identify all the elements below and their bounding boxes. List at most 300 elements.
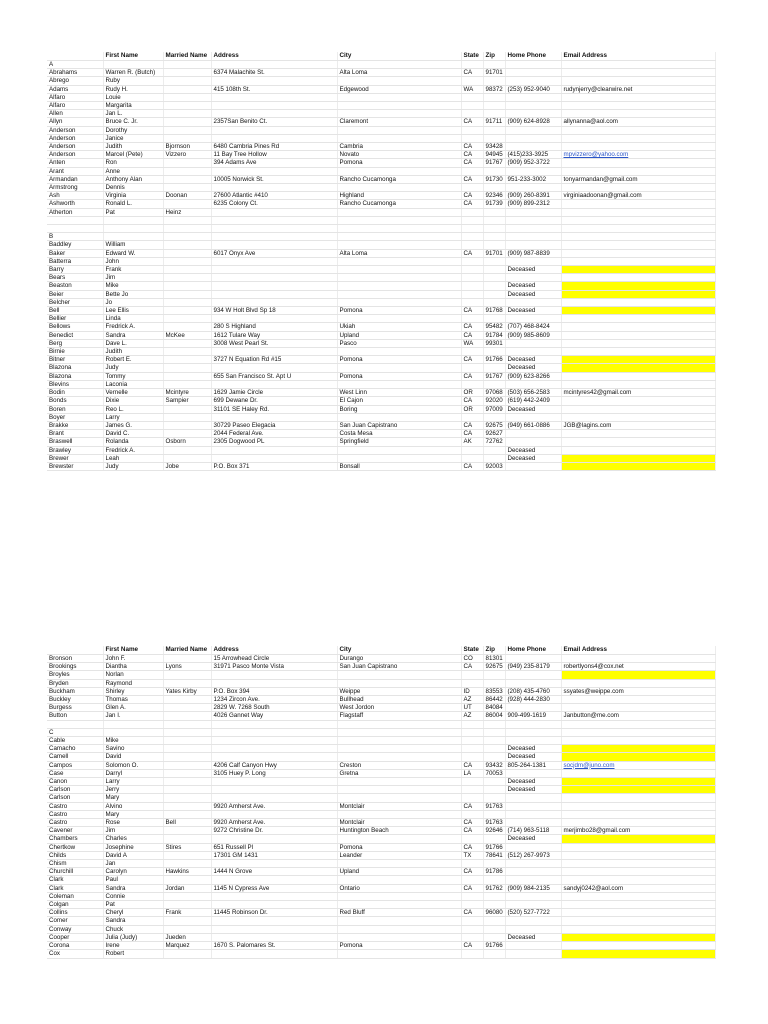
city-cell: San Juan Capistrano	[337, 663, 461, 671]
zip-cell: 81301	[483, 655, 505, 663]
home-phone-cell	[505, 184, 561, 192]
email-cell	[561, 77, 715, 85]
zip-cell	[483, 225, 505, 233]
last-name-cell: Belcher	[47, 298, 103, 306]
email-cell	[561, 462, 715, 470]
city-cell	[337, 446, 461, 454]
city-cell	[337, 274, 461, 282]
married-name-cell	[163, 745, 211, 753]
home-phone-cell: Deceased	[505, 290, 561, 298]
zip-cell: 98372	[483, 85, 505, 93]
married-name-cell	[163, 225, 211, 233]
email-cell	[561, 397, 715, 405]
married-name-cell: Marquez	[163, 942, 211, 950]
last-name-cell: Brewer	[47, 454, 103, 462]
city-cell: Pasco	[337, 339, 461, 347]
address-cell	[211, 413, 337, 421]
last-name-cell: Anderson	[47, 143, 103, 151]
married-name-cell	[163, 200, 211, 208]
roster-table-page-1	[47, 52, 716, 471]
zip-cell	[483, 167, 505, 175]
email-cell: Janbutton@me.com	[561, 712, 715, 720]
home-phone-cell: Deceased	[505, 835, 561, 843]
married-name-cell	[163, 175, 211, 183]
state-cell	[461, 810, 483, 818]
city-cell	[337, 61, 461, 69]
address-cell: 699 Dewane Dr.	[211, 397, 337, 405]
address-cell	[211, 380, 337, 388]
email-cell	[561, 208, 715, 216]
home-phone-cell: Deceased	[505, 405, 561, 413]
first-name-cell: Raymond	[103, 679, 163, 687]
table-row	[47, 835, 715, 843]
married-name-cell	[163, 786, 211, 794]
state-cell: AZ	[461, 696, 483, 704]
state-cell	[461, 950, 483, 958]
table-row	[47, 753, 715, 761]
last-name-cell: Batterra	[47, 257, 103, 265]
last-name-cell: Beaston	[47, 282, 103, 290]
table-row	[47, 233, 715, 241]
table-row	[47, 372, 715, 380]
city-cell: San Juan Capistrano	[337, 421, 461, 429]
home-phone-cell	[505, 819, 561, 827]
table-row	[47, 819, 715, 827]
state-cell: CA	[461, 331, 483, 339]
home-phone-cell	[505, 380, 561, 388]
address-cell: 11 Bay Tree Hollow	[211, 151, 337, 159]
married-name-cell	[163, 315, 211, 323]
state-cell	[461, 917, 483, 925]
last-name-cell: Canon	[47, 778, 103, 786]
address-cell: 1145 N Cypress Ave	[211, 884, 337, 892]
home-phone-cell	[505, 655, 561, 663]
state-cell	[461, 233, 483, 241]
last-name-cell: Colgan	[47, 901, 103, 909]
header-row	[47, 646, 715, 655]
married-name-cell	[163, 372, 211, 380]
zip-cell	[483, 860, 505, 868]
city-cell	[337, 348, 461, 356]
first-name-cell: Charles	[103, 835, 163, 843]
zip-cell: 92003	[483, 462, 505, 470]
state-cell: CA	[461, 323, 483, 331]
city-cell: Pomona	[337, 942, 461, 950]
address-cell: 31101 SE Haley Rd.	[211, 405, 337, 413]
table-row	[47, 745, 715, 753]
state-cell	[461, 77, 483, 85]
first-name-cell: John F.	[103, 655, 163, 663]
state-cell: CA	[461, 192, 483, 200]
email-cell	[561, 819, 715, 827]
state-cell: CA	[461, 884, 483, 892]
first-name-cell: Jim	[103, 274, 163, 282]
home-phone-cell	[505, 315, 561, 323]
home-phone-cell: (909) 984-2135	[505, 884, 561, 892]
married-name-cell: Heinz	[163, 208, 211, 216]
state-cell: CA	[461, 802, 483, 810]
state-cell: WA	[461, 339, 483, 347]
address-cell	[211, 835, 337, 843]
address-cell: 3008 West Pearl St.	[211, 339, 337, 347]
state-cell: AK	[461, 438, 483, 446]
email-cell: mcintyres42@gmail.com	[561, 389, 715, 397]
email-cell	[561, 925, 715, 933]
state-cell	[461, 413, 483, 421]
home-phone-cell: (253) 952-9040	[505, 85, 561, 93]
state-cell: CA	[461, 942, 483, 950]
home-phone-cell: (949) 661-0886	[505, 421, 561, 429]
address-cell	[211, 810, 337, 818]
married-name-cell	[163, 655, 211, 663]
zip-cell: 92675	[483, 663, 505, 671]
table-row	[47, 655, 715, 663]
married-name-cell	[163, 159, 211, 167]
state-cell: CA	[461, 462, 483, 470]
table-row	[47, 159, 715, 167]
address-cell	[211, 925, 337, 933]
married-name-cell: Bjornson	[163, 143, 211, 151]
email-cell	[561, 802, 715, 810]
roster-body-2	[47, 646, 715, 958]
table-row	[47, 110, 715, 118]
address-cell	[211, 917, 337, 925]
header-cell: Zip	[483, 52, 505, 61]
city-cell	[337, 794, 461, 802]
zip-cell: 92675	[483, 421, 505, 429]
first-name-cell: Ronald L.	[103, 200, 163, 208]
address-cell: 934 W Holt Blvd Sp 18	[211, 307, 337, 315]
email-cell	[561, 110, 715, 118]
table-row	[47, 892, 715, 900]
address-cell: 651 Russell Pl	[211, 843, 337, 851]
address-cell: 6480 Cambria Pines Rd	[211, 143, 337, 151]
married-name-cell	[163, 380, 211, 388]
last-name-cell: Baker	[47, 249, 103, 257]
email-cell	[561, 655, 715, 663]
state-cell	[461, 110, 483, 118]
table-row	[47, 274, 715, 282]
city-cell: Alta Loma	[337, 249, 461, 257]
city-cell: Alta Loma	[337, 69, 461, 77]
address-cell	[211, 282, 337, 290]
state-cell: CA	[461, 761, 483, 769]
email-cell	[561, 159, 715, 167]
married-name-cell	[163, 364, 211, 372]
first-name-cell: Judith	[103, 143, 163, 151]
city-cell: Novato	[337, 151, 461, 159]
married-name-cell: Frank	[163, 909, 211, 917]
email-cell[interactable]: mpvizzero@yahoo.com	[561, 151, 715, 159]
table-row	[47, 323, 715, 331]
married-name-cell	[163, 737, 211, 745]
home-phone-cell: (520) 527-7722	[505, 909, 561, 917]
home-phone-cell: 951-233-3002	[505, 175, 561, 183]
table-row	[47, 282, 715, 290]
last-name-cell: Camell	[47, 753, 103, 761]
city-cell	[337, 737, 461, 745]
last-name-cell: Castro	[47, 802, 103, 810]
email-cell[interactable]: socjdm@juno.com	[561, 761, 715, 769]
address-cell: 6235 Colony Ct.	[211, 200, 337, 208]
last-name-cell: C	[47, 728, 103, 736]
first-name-cell: James G.	[103, 421, 163, 429]
last-name-cell: Castro	[47, 819, 103, 827]
zip-cell	[483, 348, 505, 356]
email-cell	[561, 216, 715, 224]
roster-table-page-2	[47, 646, 716, 959]
married-name-cell	[163, 249, 211, 257]
city-cell	[337, 364, 461, 372]
zip-cell	[483, 950, 505, 958]
last-name-cell: Bodin	[47, 389, 103, 397]
city-cell: Leander	[337, 851, 461, 859]
address-cell	[211, 184, 337, 192]
married-name-cell	[163, 917, 211, 925]
email-cell	[561, 307, 715, 315]
city-cell: Pomona	[337, 843, 461, 851]
first-name-cell: Dave L.	[103, 339, 163, 347]
state-cell: CA	[461, 249, 483, 257]
email-cell: sandyj0242@aol.com	[561, 884, 715, 892]
zip-cell	[483, 901, 505, 909]
home-phone-cell	[505, 413, 561, 421]
state-cell: CA	[461, 421, 483, 429]
first-name-cell: Robert	[103, 950, 163, 958]
state-cell	[461, 794, 483, 802]
married-name-cell	[163, 704, 211, 712]
married-name-cell	[163, 720, 211, 728]
email-cell	[561, 438, 715, 446]
state-cell	[461, 93, 483, 101]
first-name-cell: William	[103, 241, 163, 249]
last-name-cell: Clark	[47, 884, 103, 892]
married-name-cell	[163, 266, 211, 274]
state-cell: CA	[461, 143, 483, 151]
city-cell: Rancho Cucamonga	[337, 200, 461, 208]
married-name-cell	[163, 216, 211, 224]
first-name-cell: Darryl	[103, 769, 163, 777]
city-cell	[337, 933, 461, 941]
married-name-cell: Sampier	[163, 397, 211, 405]
email-cell	[561, 720, 715, 728]
home-phone-cell: (909) 260-8391	[505, 192, 561, 200]
city-cell	[337, 413, 461, 421]
address-cell: 1234 Zircon Ave.	[211, 696, 337, 704]
table-row	[47, 167, 715, 175]
city-cell	[337, 315, 461, 323]
state-cell	[461, 679, 483, 687]
last-name-cell: Abrego	[47, 77, 103, 85]
table-row	[47, 786, 715, 794]
address-cell	[211, 778, 337, 786]
city-cell: Ontario	[337, 884, 461, 892]
email-cell	[561, 810, 715, 818]
address-cell: 1670 S. Palomares St.	[211, 942, 337, 950]
married-name-cell	[163, 110, 211, 118]
address-cell	[211, 126, 337, 134]
last-name-cell: Arant	[47, 167, 103, 175]
email-cell	[561, 786, 715, 794]
state-cell: CA	[461, 430, 483, 438]
last-name-cell: A	[47, 61, 103, 69]
home-phone-cell	[505, 438, 561, 446]
email-cell	[561, 257, 715, 265]
zip-cell	[483, 917, 505, 925]
last-name-cell: Anderson	[47, 126, 103, 134]
state-cell	[461, 728, 483, 736]
last-name-cell: Atherton	[47, 208, 103, 216]
zip-cell: 91766	[483, 942, 505, 950]
home-phone-cell: (619) 442-2409	[505, 397, 561, 405]
first-name-cell: Savino	[103, 745, 163, 753]
state-cell	[461, 348, 483, 356]
address-cell: 4206 Calf Canyon Hwy	[211, 761, 337, 769]
state-cell	[461, 315, 483, 323]
zip-cell	[483, 126, 505, 134]
address-cell	[211, 315, 337, 323]
state-cell	[461, 737, 483, 745]
email-cell	[561, 696, 715, 704]
city-cell	[337, 225, 461, 233]
married-name-cell	[163, 892, 211, 900]
state-cell: CA	[461, 175, 483, 183]
zip-cell	[483, 835, 505, 843]
last-name-cell: Corona	[47, 942, 103, 950]
first-name-cell	[103, 233, 163, 241]
address-cell: 9920 Amherst Ave.	[211, 802, 337, 810]
city-cell	[337, 917, 461, 925]
city-cell: Boring	[337, 405, 461, 413]
married-name-cell: Jordan	[163, 884, 211, 892]
zip-cell	[483, 364, 505, 372]
table-row	[47, 389, 715, 397]
married-name-cell: Hawkins	[163, 868, 211, 876]
first-name-cell: Anthony Alan	[103, 175, 163, 183]
email-cell	[561, 909, 715, 917]
last-name-cell: Armstrong	[47, 184, 103, 192]
married-name-cell	[163, 778, 211, 786]
address-cell: P.O. Box 371	[211, 462, 337, 470]
zip-cell: 84084	[483, 704, 505, 712]
state-cell	[461, 102, 483, 110]
zip-cell: 83553	[483, 687, 505, 695]
email-cell	[561, 356, 715, 364]
email-cell	[561, 942, 715, 950]
first-name-cell: Solomon O.	[103, 761, 163, 769]
home-phone-cell	[505, 225, 561, 233]
zip-cell	[483, 315, 505, 323]
married-name-cell: Jobe	[163, 462, 211, 470]
home-phone-cell	[505, 93, 561, 101]
zip-cell	[483, 208, 505, 216]
first-name-cell: Norlan	[103, 671, 163, 679]
first-name-cell: Cheryl	[103, 909, 163, 917]
last-name-cell: Benedict	[47, 331, 103, 339]
state-cell: CA	[461, 868, 483, 876]
table-row	[47, 364, 715, 372]
state-cell	[461, 753, 483, 761]
home-phone-cell: (512) 267-9973	[505, 851, 561, 859]
table-row	[47, 671, 715, 679]
email-cell	[561, 835, 715, 843]
zip-cell	[483, 810, 505, 818]
first-name-cell: Virginia	[103, 192, 163, 200]
first-name-cell: Linda	[103, 315, 163, 323]
city-cell: Pomona	[337, 159, 461, 167]
state-cell	[461, 225, 483, 233]
home-phone-cell: 805-264-1381	[505, 761, 561, 769]
address-cell: 17301 GM 1431	[211, 851, 337, 859]
city-cell	[337, 184, 461, 192]
address-cell: 6017 Onyx Ave	[211, 249, 337, 257]
city-cell	[337, 290, 461, 298]
email-cell	[561, 282, 715, 290]
zip-cell: 86442	[483, 696, 505, 704]
email-cell	[561, 167, 715, 175]
state-cell: CA	[461, 200, 483, 208]
email-cell	[561, 61, 715, 69]
home-phone-cell	[505, 728, 561, 736]
state-cell	[461, 446, 483, 454]
married-name-cell: Stires	[163, 843, 211, 851]
married-name-cell	[163, 421, 211, 429]
home-phone-cell	[505, 802, 561, 810]
first-name-cell: Fredrick A.	[103, 323, 163, 331]
last-name-cell: Case	[47, 769, 103, 777]
first-name-cell: Carolyn	[103, 868, 163, 876]
home-phone-cell: (415)233-3925	[505, 151, 561, 159]
email-cell	[561, 778, 715, 786]
last-name-cell: Ash	[47, 192, 103, 200]
state-cell	[461, 901, 483, 909]
home-phone-cell: Deceased	[505, 356, 561, 364]
home-phone-cell	[505, 843, 561, 851]
zip-cell: 99301	[483, 339, 505, 347]
married-name-cell	[163, 323, 211, 331]
last-name-cell: Cavener	[47, 827, 103, 835]
header-cell	[47, 646, 103, 655]
email-cell	[561, 413, 715, 421]
married-name-cell	[163, 876, 211, 884]
last-name-cell: Blazona	[47, 372, 103, 380]
email-cell	[561, 860, 715, 868]
last-name-cell: Bell	[47, 307, 103, 315]
email-cell	[561, 290, 715, 298]
state-cell	[461, 290, 483, 298]
first-name-cell: Ruby	[103, 77, 163, 85]
zip-cell: 72762	[483, 438, 505, 446]
address-cell	[211, 274, 337, 282]
email-cell	[561, 933, 715, 941]
married-name-cell	[163, 307, 211, 315]
state-cell	[461, 933, 483, 941]
city-cell: Creston	[337, 761, 461, 769]
state-cell	[461, 216, 483, 224]
zip-cell	[483, 216, 505, 224]
first-name-cell: Fredrick A.	[103, 446, 163, 454]
married-name-cell	[163, 446, 211, 454]
first-name-cell: Jim	[103, 827, 163, 835]
email-cell	[561, 274, 715, 282]
table-row	[47, 884, 715, 892]
table-row	[47, 728, 715, 736]
table-row	[47, 266, 715, 274]
home-phone-cell	[505, 430, 561, 438]
address-cell	[211, 753, 337, 761]
zip-cell: 91766	[483, 356, 505, 364]
first-name-cell: Connie	[103, 892, 163, 900]
